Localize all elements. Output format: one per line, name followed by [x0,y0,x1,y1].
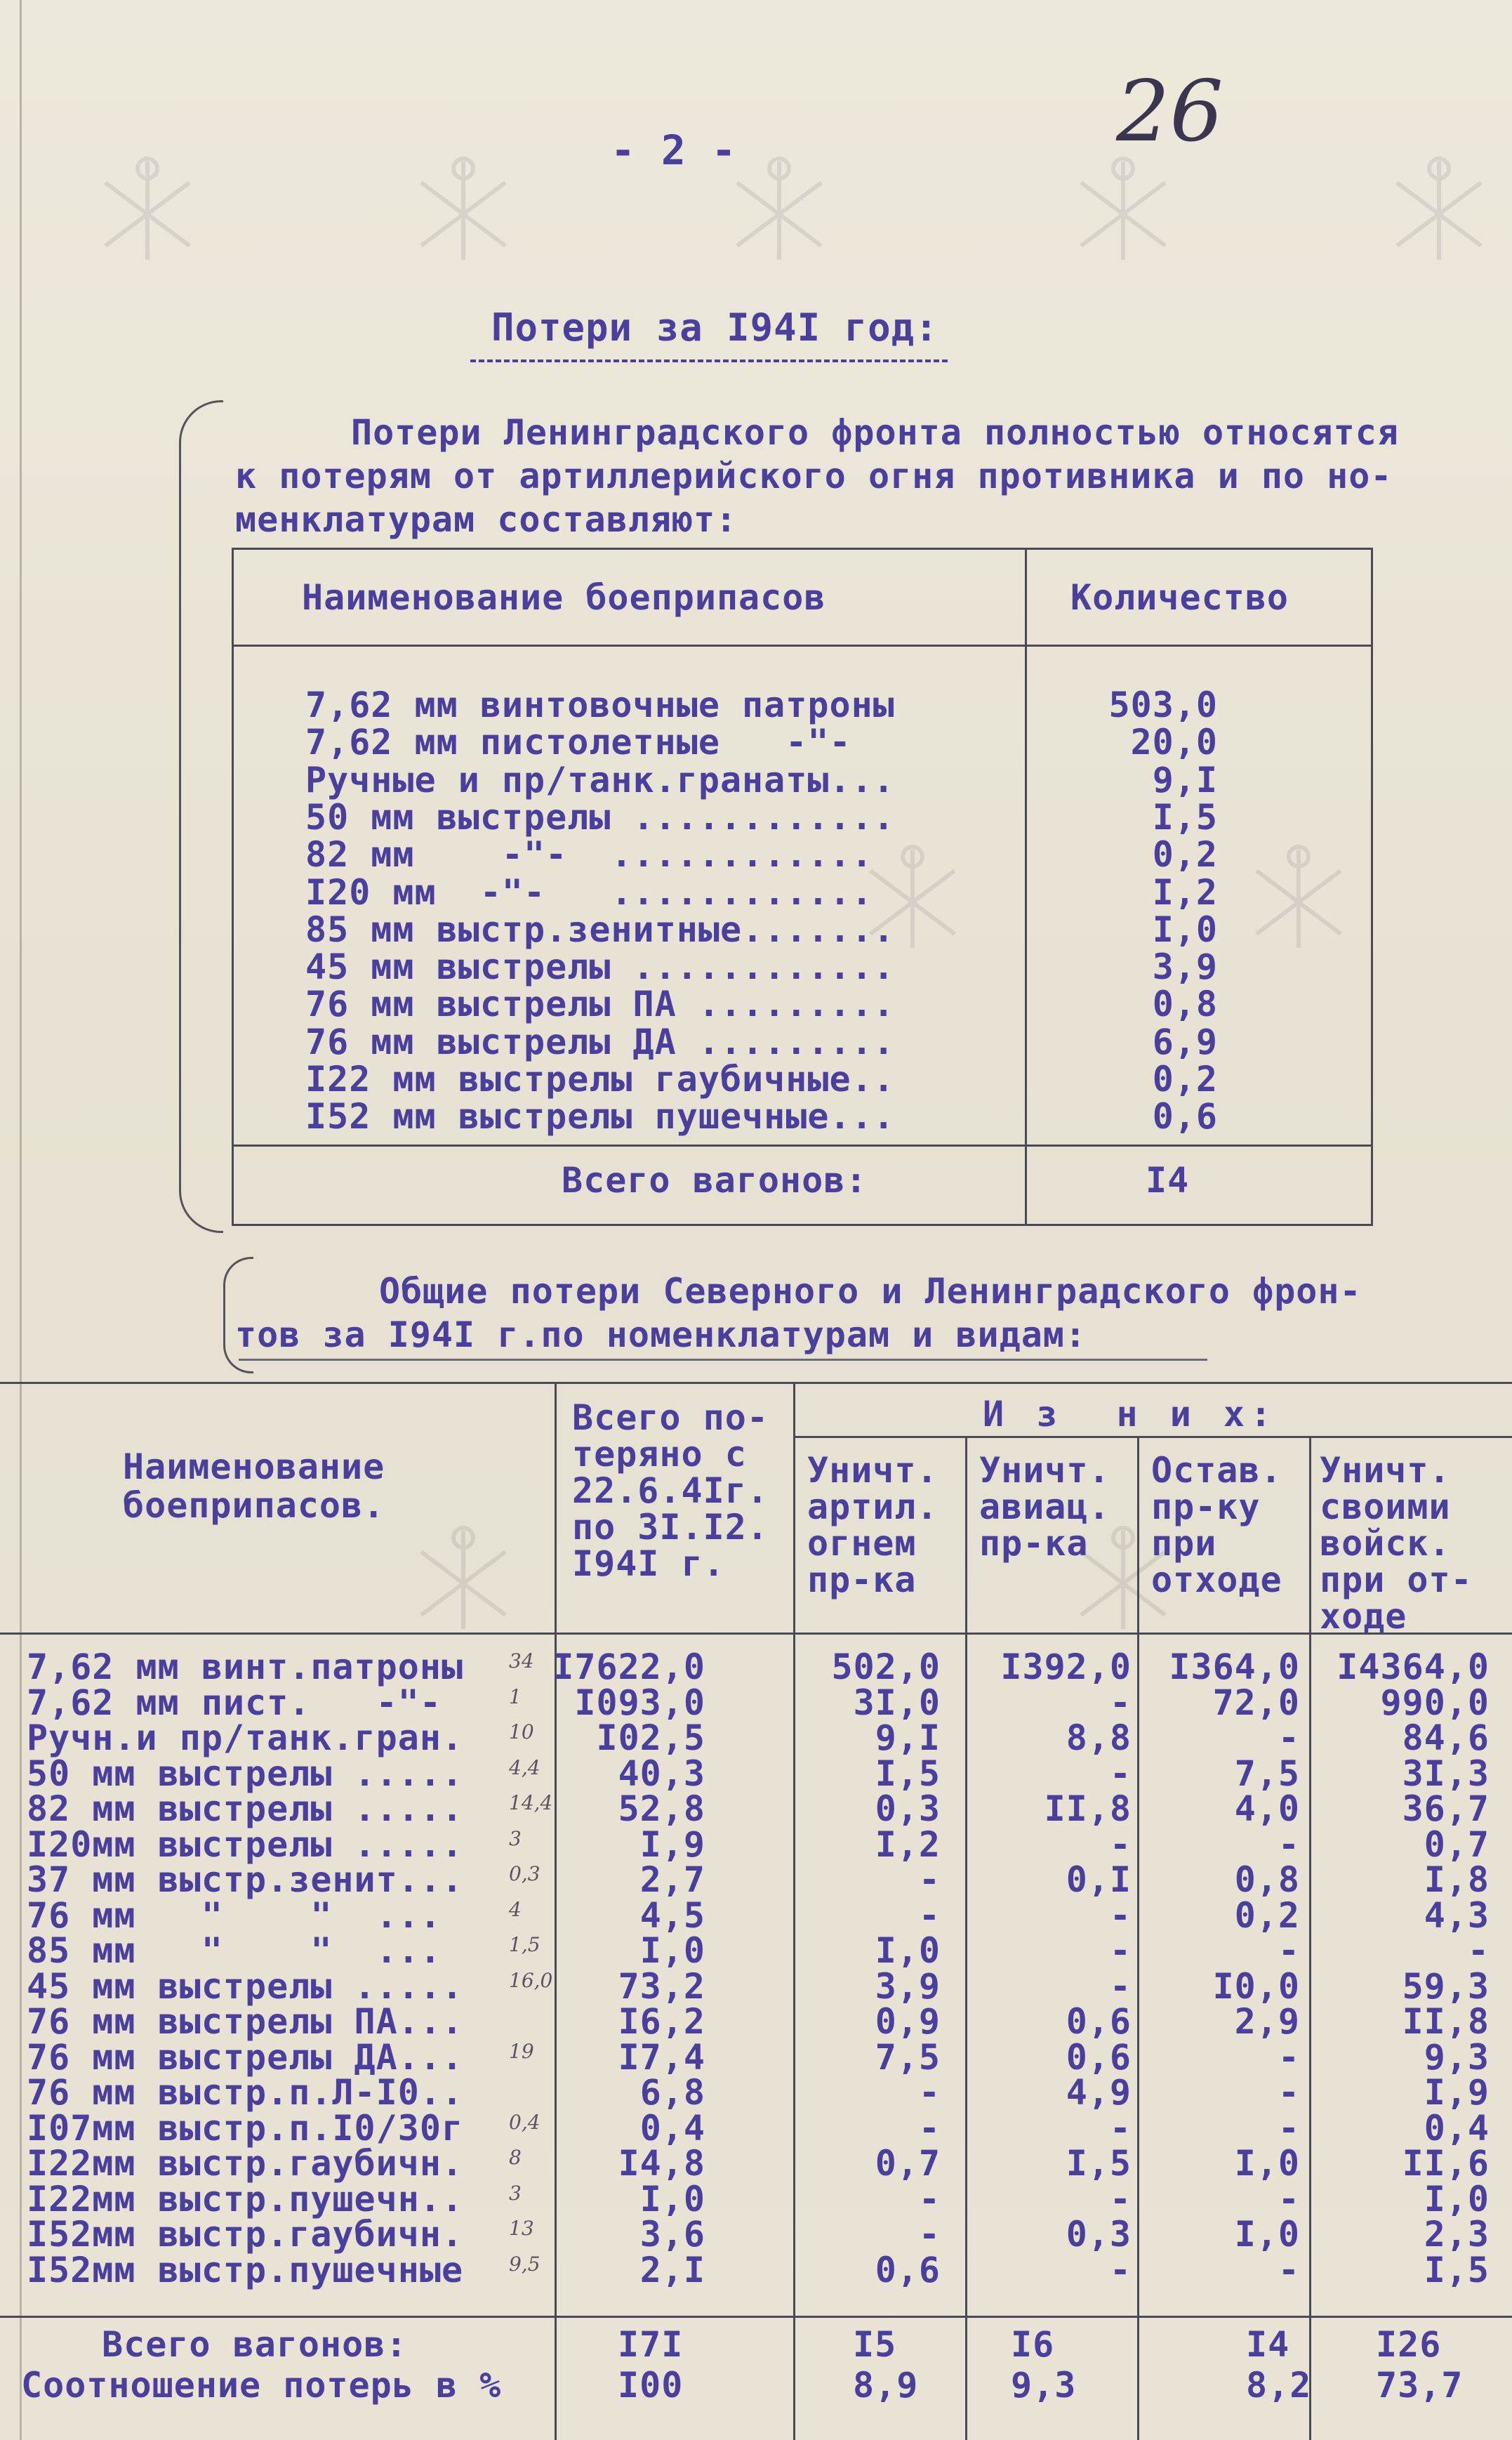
paragraph1-line-3: менклатурам составляют: [235,499,738,540]
table1-total-value: I4 [1146,1160,1190,1201]
table2-header-col2-line: пр-ка [979,1523,1089,1564]
table2-total-c4: I26 [1376,2324,1442,2365]
table2-row-c3: 7,5 [1234,1753,1300,1794]
table2-row-total: 4,5 [639,1894,705,1936]
table2-row-name: 45 мм выстрелы ..... [27,1965,464,2007]
pencil-underline [239,1359,1207,1361]
paragraph2-line-2: тов за I94I г.по номенклатурам и видам: [235,1314,1087,1355]
table2-header-group: И з н и х: [983,1394,1278,1435]
table2-row-pencil-note: 4 [509,1897,522,1921]
table2-row-c2: - [1109,2249,1132,2290]
table2-row-total: I02,5 [596,1717,705,1758]
paragraph1-line-2: к потерям от артиллерийского огня противника и по но- [235,456,1393,496]
table2-row-total: I4,8 [618,2143,705,2184]
title-underline [470,360,948,362]
table2-row-c1: I,5 [875,1753,941,1794]
table1-row-name: 7,62 мм пистолетные -"- [305,722,851,763]
table1-row-qty: I,5 [1152,796,1218,838]
table2-row-total: 40,3 [618,1753,705,1794]
table1-row-name: I52 мм выстрелы пушечные... [305,1096,895,1137]
table1-row-qty: 0,2 [1152,834,1218,876]
table2-row-name: 37 мм выстр.зенит... [27,1859,464,1900]
table2-row-c1: 7,5 [875,2036,941,2078]
table2-header-col3-line: при [1151,1523,1217,1564]
table2-row-name: I52мм выстр.пушечные [27,2249,464,2290]
table2-row-name: 7,62 мм винт.патроны [27,1647,464,1687]
table2-row-pencil-note: 19 [509,2039,534,2063]
page-number: - 2 - [611,126,737,174]
table2-row-total: 2,I [639,2249,705,2290]
table2-total-total: I7I [618,2324,684,2365]
table2-row-c3: I,0 [1234,2143,1300,2184]
table1-row-qty: I,0 [1152,909,1218,950]
table2-row-c3: I364,0 [1169,1647,1300,1687]
table1-row-qty: 0,6 [1152,1096,1218,1137]
paragraph2-line-1: Общие потери Северного и Ленинградского фрон- [379,1271,1362,1312]
table2-row-c4: 84,6 [1402,1717,1490,1758]
table1-row-name: 76 мм выстрелы ДА ......... [305,1021,895,1062]
table2-row-name: 76 мм выстр.п.Л-I0.. [27,2072,464,2113]
table2-row-c4: II,8 [1402,2001,1490,2042]
table2-row-c3: - [1278,1930,1300,1971]
table2-row-c2: - [1109,1965,1132,2007]
table2-row-c3: 0,8 [1234,1859,1300,1900]
handwritten-page-number: 26 [1116,63,1223,161]
table2-row-pencil-note: 0,4 [509,2110,541,2134]
table2-row-name: 85 мм " " ... [27,1930,442,1971]
table2-row-name: 82 мм выстрелы ..... [27,1788,464,1829]
table2-row-c1: 502,0 [831,1647,941,1687]
table2-row-total: 6,8 [639,2072,705,2113]
table2-row-c2: II,8 [1044,1788,1132,1829]
table2-totals-rule [0,2316,1512,2318]
table2-row-c3: - [1278,2072,1300,2113]
table2-row-c2: I,5 [1066,2143,1132,2184]
table2-row-name: 76 мм выстрелы ПА... [27,2001,464,2042]
table2-row-c2: - [1109,1682,1132,1723]
table2-row-c2: 8,8 [1066,1717,1132,1758]
table1-row-qty: 20,0 [1130,722,1218,763]
table1-row-name: 7,62 мм винтовочные патроны [305,685,895,725]
table2-row-pencil-note: 13 [509,2217,534,2240]
table2-row-c4: 3I,3 [1402,1753,1490,1794]
table2-row-c4: 59,3 [1402,1965,1490,2007]
table2-top-rule [0,1382,1512,1384]
table2-ratio-c3: 8,2 [1246,2365,1312,2406]
table2-row-pencil-note: 9,5 [509,2252,541,2276]
table2-header-total-line: 22.6.4Iг. [572,1470,769,1511]
table2-row-c2: - [1109,2107,1132,2149]
table2-row-c1: - [918,2107,941,2149]
table2-row-c2: - [1109,1894,1132,1936]
table2-row-c3: - [1278,2107,1300,2149]
table1-header-name: Наименование боеприпасов [302,577,826,618]
table2-row-pencil-note: 8 [509,2146,522,2169]
table2-row-total: I6,2 [618,2001,705,2042]
table2-row-c4: 36,7 [1402,1788,1490,1829]
table1-row-name: 50 мм выстрелы ............ [305,796,895,838]
table2-header-col3-line: Остав. [1151,1450,1282,1491]
table2-row-c4: I,9 [1424,2072,1490,2113]
table2-header-col3-line: отходе [1151,1559,1282,1600]
table2-row-c1: - [918,1894,941,1936]
table2-row-pencil-note: 4,4 [509,1755,541,1779]
table2-row-c1: 0,7 [875,2143,941,2184]
table2-row-pencil-note: 0,3 [509,1862,541,1885]
table2-total-c2: I6 [1011,2324,1055,2365]
table1-row-qty: I,2 [1152,871,1218,913]
table2-ratio-c4: 73,7 [1376,2365,1464,2406]
table2-row-name: 7,62 мм пист. -"- [27,1682,442,1723]
table2-row-c2: I392,0 [1000,1647,1132,1687]
table2-header-rule [0,1633,1512,1635]
table2-row-c4: I,8 [1424,1859,1490,1900]
table2-header-total-line: Всего по- [572,1397,769,1438]
table2-ratio-total: I00 [618,2365,684,2406]
table2-row-c2: - [1109,1753,1132,1794]
watermark-emblem-icon [393,1510,533,1650]
table2-header-name-2: боеприпасов. [123,1485,385,1526]
table1-row-qty: 9,I [1152,759,1218,800]
table2-header-col3-line: пр-ку [1151,1486,1261,1527]
table2-row-c3: I0,0 [1212,1965,1300,2007]
table2-row-c1: I,0 [875,1930,941,1971]
table2-row-c4: - [1467,1930,1490,1971]
table1-row-qty: 3,9 [1152,947,1218,988]
watermark-emblem-icon [1369,140,1509,281]
table2-row-total: 73,2 [618,1965,705,2007]
table2-row-pencil-note: 34 [509,1649,534,1673]
table2-row-name: I52мм выстр.гаубичн. [27,2214,464,2255]
table2-row-c3: - [1278,1717,1300,1758]
watermark-emblem-icon [77,140,218,281]
table2-row-c2: 0,I [1066,1859,1132,1900]
table1-header-rule [232,645,1371,647]
table2-row-c3: 4,0 [1234,1788,1300,1829]
table2-row-name: I22мм выстр.гаубичн. [27,2143,464,2184]
table2-row-name: 76 мм " " ... [27,1894,442,1936]
watermark-emblem-icon [1053,140,1193,281]
table2-row-c2: 0,6 [1066,2001,1132,2042]
table2-row-c4: II,6 [1402,2143,1490,2184]
table2-row-c1: I,2 [875,1824,941,1865]
table2-row-c2: - [1109,2178,1132,2220]
table2-total-c3: I4 [1246,2324,1290,2365]
table1-row-qty: 0,2 [1152,1059,1218,1100]
table2-row-name: 50 мм выстрелы ..... [27,1753,464,1794]
table1-total-label: Всего вагонов: [562,1160,868,1201]
table1-row-qty: 503,0 [1108,685,1218,725]
table2-row-c1: 0,6 [875,2249,941,2290]
table2-row-c3: - [1278,1824,1300,1865]
table2-row-total: 3,6 [639,2214,705,2255]
table2-row-total: I093,0 [574,1682,705,1723]
table2-row-c4: I,0 [1424,2178,1490,2220]
table2-row-c1: - [918,1859,941,1900]
table1-row-qty: 6,9 [1152,1021,1218,1062]
table2-row-pencil-note: 1,5 [509,1933,541,1956]
table2-row-name: I22мм выстр.пушечн.. [27,2178,464,2220]
table2-row-c3: - [1278,2249,1300,2290]
table1-header-qty: Количество [1070,577,1289,618]
table2-row-pencil-note: 3 [509,2181,522,2205]
table2-row-c3: 0,2 [1234,1894,1300,1936]
table2-row-pencil-note: 14,4 [509,1791,553,1814]
watermark-emblem-icon [393,140,533,281]
pencil-bracket-mark [179,400,223,1233]
table2-row-c1: 9,I [875,1717,941,1758]
table2-header-col4-line: ходе [1320,1596,1407,1637]
table2-row-c3: - [1278,2036,1300,2078]
page-edge-line [20,0,22,2440]
table2-row-c1: 3,9 [875,1965,941,2007]
table2-row-c4: 9,3 [1424,2036,1490,2078]
table2-row-c3: - [1278,2178,1300,2220]
paragraph1-line-1: Потери Ленинградского фронта полностью относятся [351,412,1399,453]
table2-row-total: 2,7 [639,1859,705,1900]
table1-row-name: 85 мм выстр.зенитные....... [305,909,895,950]
table2-ratio-label: Соотношение потерь в % [21,2365,502,2406]
table2-row-c1: - [918,2178,941,2220]
table2-row-name: Ручн.и пр/танк.гран. [27,1717,464,1758]
table2-header-col1-line: артил. [807,1486,939,1527]
table2-row-c3: 72,0 [1212,1682,1300,1723]
table2-header-col1-line: Уничт. [807,1450,939,1491]
table2-row-c4: 0,7 [1424,1824,1490,1865]
table2-header-col2-line: авиац. [979,1486,1110,1527]
section-title: Потери за I94I год: [491,305,939,350]
table2-row-c2: 0,6 [1066,2036,1132,2078]
table2-row-total: 52,8 [618,1788,705,1829]
table2-row-c2: 0,3 [1066,2214,1132,2255]
table2-row-name: I07мм выстр.п.I0/30г [27,2107,464,2149]
table2-row-total: 0,4 [639,2107,705,2149]
table1-row-name: I20 мм -"- ............ [305,871,873,913]
table2-row-c1: - [918,2214,941,2255]
table1-row-name: 82 мм -"- ............ [305,834,873,876]
table2-row-c1: 0,9 [875,2001,941,2042]
table2-total-label: Всего вагонов: [102,2324,408,2365]
table1-row-qty: 0,8 [1152,984,1218,1025]
table2-row-c4: 990,0 [1380,1682,1490,1723]
table2-row-total: I,9 [639,1824,705,1865]
table2-header-name-1: Наименование [123,1446,385,1487]
table2-total-c1: I5 [853,2324,897,2365]
table2-row-c1: - [918,2072,941,2113]
table2-row-c1: 0,3 [875,1788,941,1829]
table2-header-col4-line: войск. [1320,1523,1451,1564]
table1-column-rule [1025,548,1027,1224]
table2-row-total: I7,4 [618,2036,705,2078]
table2-row-c4: I4364,0 [1337,1647,1490,1687]
table2-row-pencil-note: 10 [509,1720,534,1743]
table2-header-col1-line: огнем [807,1523,917,1564]
table2-header-total-line: I94I г. [572,1543,725,1584]
table1-row-name: 45 мм выстрелы ............ [305,947,895,988]
table1-footer-rule [232,1145,1371,1147]
table2-row-c2: - [1109,1824,1132,1865]
table2-ratio-c2: 9,3 [1011,2365,1077,2406]
table1-row-name: Ручные и пр/танк.гранаты... [305,759,895,800]
table2-row-total: I7622,0 [552,1647,705,1687]
table2-row-name: I20мм выстрелы ..... [27,1824,464,1865]
table2-header-col4-line: Уничт. [1320,1450,1451,1491]
table2-row-c4: 4,3 [1424,1894,1490,1936]
table2-row-name: 76 мм выстрелы ДА... [27,2036,464,2078]
table2-row-c2: - [1109,1930,1132,1971]
table2-header-col2-line: Уничт. [979,1450,1110,1491]
table2-row-total: I,0 [639,2178,705,2220]
table2-row-pencil-note: 3 [509,1826,522,1850]
table2-header-col1-line: пр-ка [807,1559,917,1600]
table2-group-rule [793,1436,1512,1438]
table2-col-rule-5 [1309,1436,1311,2440]
table2-row-c2: 4,9 [1066,2072,1132,2113]
table2-header-total-line: по 3I.I2. [572,1507,769,1548]
table2-row-c4: 2,3 [1424,2214,1490,2255]
table2-row-c4: 0,4 [1424,2107,1490,2149]
table2-header-col4-line: при от- [1320,1559,1473,1600]
table2-row-c1: 3I,0 [853,1682,941,1723]
table1-row-name: I22 мм выстрелы гаубичные.. [305,1059,895,1100]
table2-row-pencil-note: 16,0 [509,1968,553,1992]
table2-row-total: I,0 [639,1930,705,1971]
table2-row-c3: I,0 [1234,2214,1300,2255]
table2-row-c3: 2,9 [1234,2001,1300,2042]
table2-row-pencil-note: 1 [509,1684,522,1708]
table2-ratio-c1: 8,9 [853,2365,919,2406]
table1-row-name: 76 мм выстрелы ПА ......... [305,984,895,1025]
table2-header-total-line: теряно с [572,1434,747,1475]
table2-row-c4: I,5 [1424,2249,1490,2290]
table2-header-col4-line: своими [1320,1486,1451,1527]
